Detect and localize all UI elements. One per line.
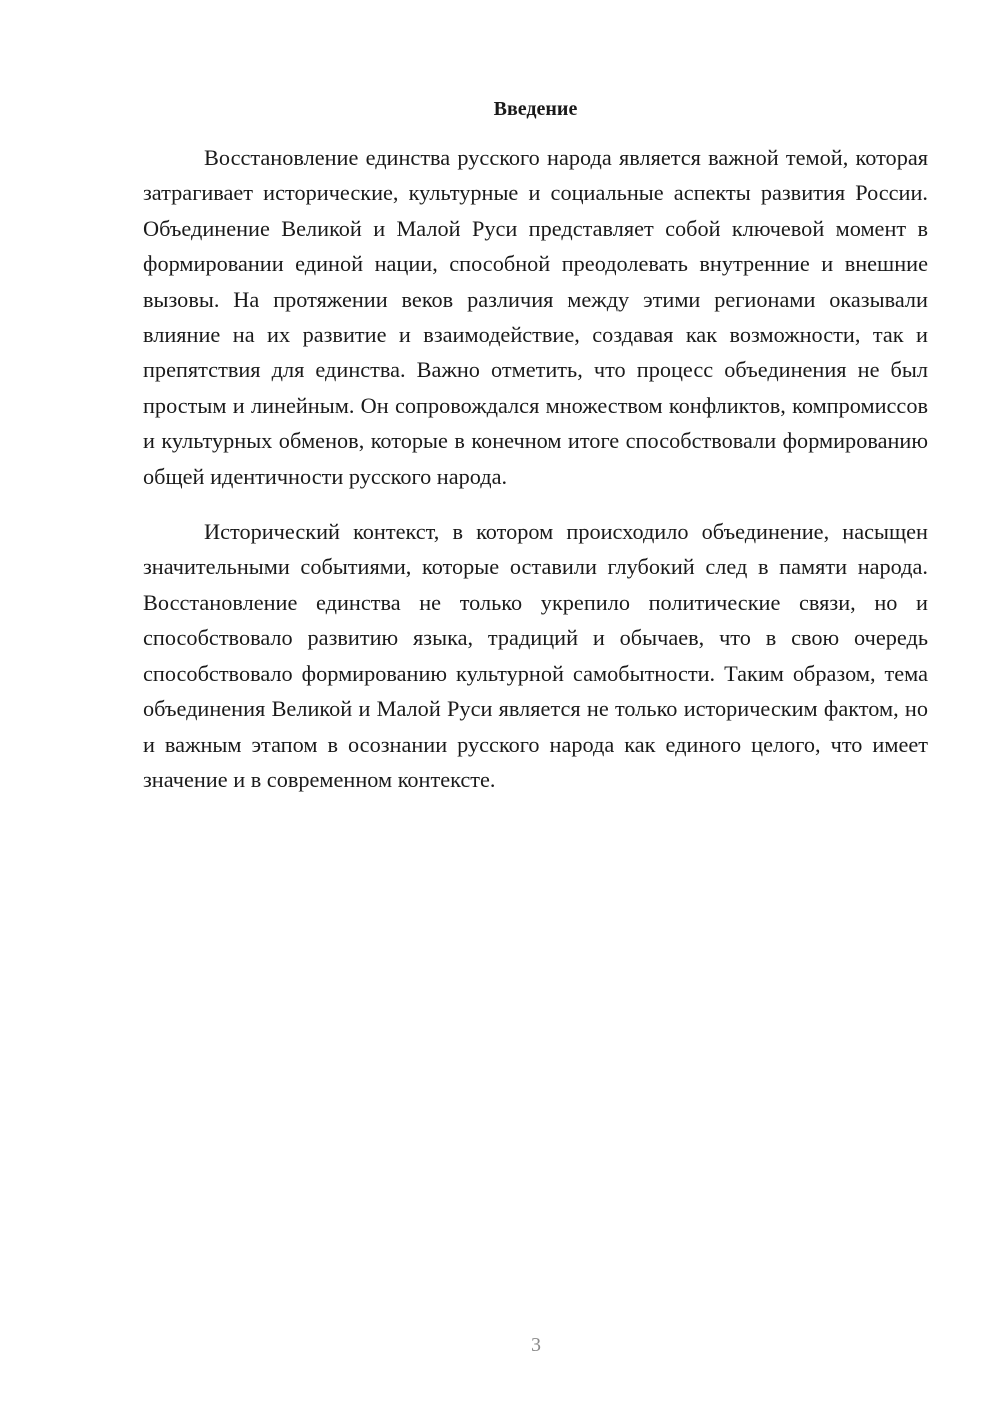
- page-number: 3: [531, 1334, 541, 1356]
- page-content: [143, 96, 928, 797]
- section-heading: Введение: [493, 98, 578, 120]
- paragraph-2: Исторический контекст, в котором происходило объединение, насыщен значительными событиями, которые оставили глубокий след в памяти народа. Восстановление единства не только укрепило политические связи, но и способствовало развитию языка, традиций и обычаев, что в свою очередь способствовало формированию культурной самобытности. Таким образом, тема объединения Великой и Малой Руси является не только историческим фактом, но и важным этапом в осознании русского народа как единого целого, что имеет значение и в современном контексте.: [143, 519, 928, 792]
- paragraph-1: Восстановление единства русского народа является важной темой, которая затрагивает исторические, культурные и социальные аспекты развития России. Объединение Великой и Малой Руси представляет собой ключевой момент в формировании единой нации, способной преодолевать внутренние и внешние вызовы. На протяжении веков различия между этими регионами оказывали влияние на их развитие и взаимодействие, создавая как возможности, так и препятствия для единства. Важно отметить, что процесс объединения не был простым и линейным. Он сопровождался множеством конфликтов, компромиссов и культурных обменов, которые в конечном итоге способствовали формированию общей идентичности русского народа.: [143, 145, 928, 489]
